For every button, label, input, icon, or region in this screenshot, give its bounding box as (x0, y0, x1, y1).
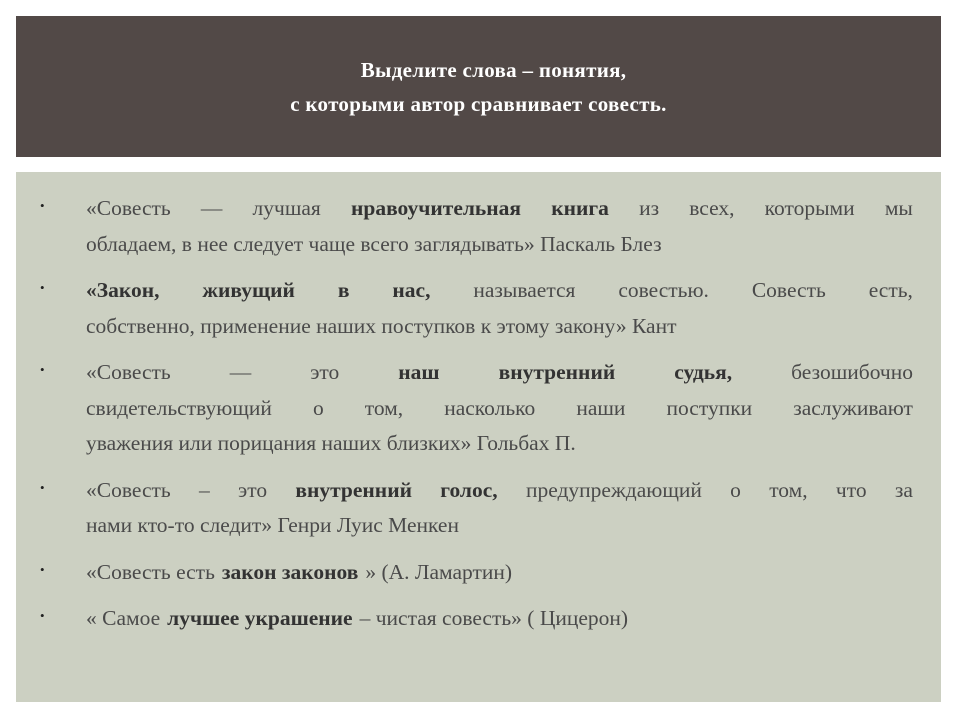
quote-fragment: — (229, 360, 252, 384)
quote-line (86, 355, 913, 391)
highlighted-concept: внутренний (295, 477, 412, 502)
quote-fragment: – (198, 477, 210, 502)
quote-fragment: лучшая (252, 196, 321, 220)
highlighted-concept: закон законов (221, 559, 359, 584)
quote-fragment: «Совесть (86, 360, 171, 384)
quote-line (86, 391, 913, 427)
list-item (16, 473, 941, 544)
quote-fragment: — (200, 196, 223, 220)
list-item (16, 273, 941, 344)
bullet-icon: • (40, 362, 45, 377)
highlighted-concept: внутренний (498, 360, 616, 384)
quote-text (86, 473, 913, 544)
quote-line (86, 508, 913, 544)
highlighted-concept: живущий (202, 278, 295, 302)
quote-fragment: что (835, 477, 867, 502)
highlighted-concept: лучшее украшение (167, 606, 353, 630)
quote-text (86, 355, 913, 462)
quote-line (86, 555, 913, 591)
quote-fragment: собственно, применение наших поступков к этому закону» Кант (86, 313, 677, 338)
quote-fragment: «Совесть есть (86, 559, 215, 584)
bullet-icon: • (40, 280, 45, 295)
quote-line (86, 191, 913, 227)
quote-text (86, 555, 913, 591)
bullet-icon: • (40, 561, 45, 577)
quote-fragment: о (730, 477, 741, 502)
bullet-icon: • (40, 608, 45, 623)
quote-line (86, 601, 913, 637)
quote-fragment: есть, (868, 278, 913, 302)
quote-fragment: совестью. (618, 278, 709, 302)
slide-title-line-2: с которыми автор сравнивает совесть. (290, 91, 667, 116)
quote-fragment: уважения или порицания наших близких» Гольбах П. (86, 431, 576, 455)
quote-fragment: Совесть (751, 278, 826, 302)
quote-fragment: это (237, 477, 268, 502)
slide-title-line-1: Выделите слова – понятия, (360, 57, 627, 82)
quote-line (86, 309, 913, 345)
highlighted-concept: нравоучительная (351, 196, 522, 220)
quote-fragment: » (А. Ламартин) (365, 559, 513, 584)
quote-fragment: о (312, 395, 324, 420)
quote-text (86, 273, 913, 344)
slide-content-area (16, 172, 941, 702)
quote-fragment: которыми (764, 196, 855, 220)
quote-fragment: предупреждающий (525, 477, 702, 502)
quote-line (86, 426, 913, 462)
list-item (16, 191, 941, 262)
bullet-icon: • (40, 479, 45, 495)
quote-fragment: безошибочно (791, 360, 913, 384)
quote-fragment: поступки (666, 395, 753, 420)
quote-fragment: насколько (444, 395, 536, 420)
quote-fragment: всех, (689, 196, 735, 220)
quote-fragment: заслуживают (793, 395, 913, 420)
quote-fragment: называется (473, 278, 576, 302)
highlighted-concept: голос, (440, 477, 498, 502)
list-item (16, 601, 941, 637)
quote-fragment: мы (884, 196, 913, 220)
quote-fragment: нами кто-то следит» Генри Луис Менкен (86, 513, 459, 537)
quote-text (86, 191, 913, 262)
quote-fragment: том, (364, 395, 404, 420)
quote-fragment: наши (576, 395, 626, 420)
quote-fragment: из (639, 196, 660, 220)
slide-title-bar (16, 16, 941, 157)
highlighted-concept: нас, (392, 278, 431, 302)
quote-list (16, 191, 941, 648)
highlighted-concept: книга (551, 196, 609, 220)
highlighted-concept: в (337, 278, 350, 302)
quote-line (86, 227, 913, 263)
quote-fragment: «Совесть (86, 477, 171, 502)
list-item (16, 355, 941, 462)
quote-fragment: обладаем, в нее следует чаще всего заглядывать» Паскаль Блез (86, 231, 662, 256)
list-item (16, 555, 941, 591)
quote-line (86, 473, 913, 509)
quote-line (86, 273, 913, 309)
quote-fragment: свидетельствующий (86, 395, 272, 420)
quote-fragment: – чистая совесть» ( Цицерон) (359, 606, 629, 630)
bullet-icon: • (40, 198, 45, 213)
highlighted-concept: «Закон, (86, 278, 160, 302)
quote-fragment: том, (769, 477, 808, 502)
quote-text (86, 601, 913, 637)
quote-fragment: это (310, 360, 340, 384)
quote-fragment: «Совесть (86, 196, 171, 220)
highlighted-concept: судья, (674, 360, 733, 384)
highlighted-concept: наш (398, 360, 440, 384)
quote-fragment: за (894, 477, 913, 502)
quote-fragment: « Самое (86, 606, 161, 630)
